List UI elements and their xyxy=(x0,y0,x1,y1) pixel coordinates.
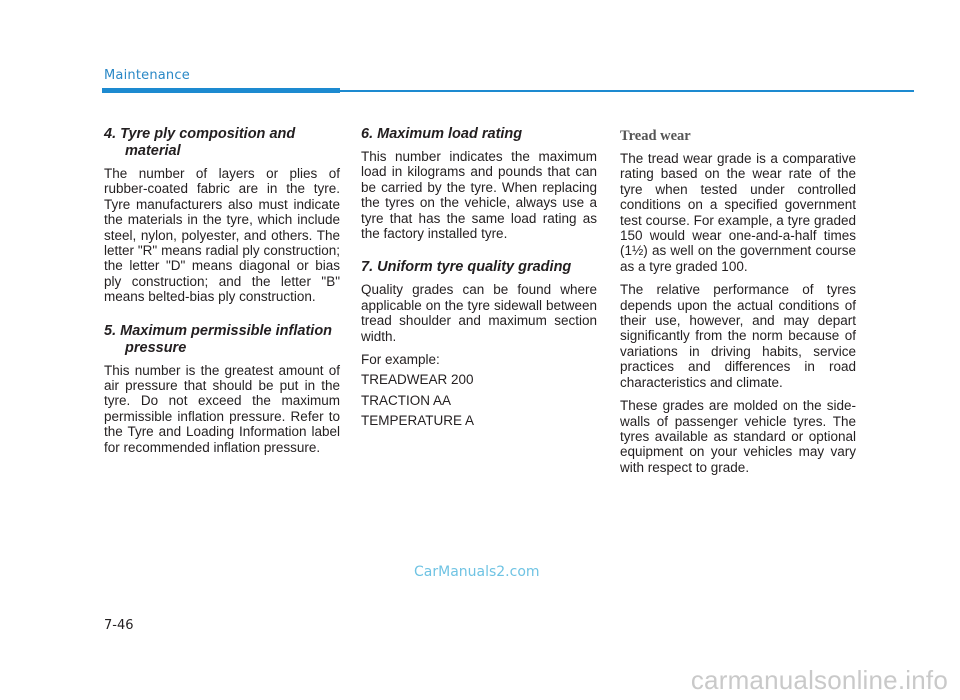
paragraph-load-rating: This number indicates the maximum load in kilograms and pounds that can be carried by the tyre. When replacing the tyres on the vehicle, always use a tyre that has the same load rating as the factory installed tyre. xyxy=(361,149,597,242)
paragraph-grades-molded: These grades are molded on the side-walls of passenger vehicle tyres. The tyres available as standard or optional equipment on your vehicles may vary with respect to grade. xyxy=(620,398,856,475)
column-right xyxy=(620,126,856,483)
header-rule-thin xyxy=(340,90,914,92)
example-traction: TRACTION AA xyxy=(361,392,452,408)
site-watermark: carmanualsonline.info xyxy=(690,665,948,695)
paragraph-ply-composition: The number of layers or plies of rubber-coated fabric are in the tyre. Tyre manufacturers also must indicate the materials in the tyre, which include steel, nylon, polyester, and others. The letter "R" means radial ply construction; the letter "D" means diagonal or bias ply construction; and the letter "B" means belted-bias ply construction. xyxy=(104,166,340,305)
paragraph-inflation-pressure: This number is the greatest amount of air pressure that should be put in the tyre. Do not exceed the maximum permissible inflation pressure. Refer to the Tyre and Loading Information label for recommended inflation pressure. xyxy=(104,362,340,455)
heading-tread-wear: Tread wear xyxy=(620,128,691,144)
paragraph-relative-performance: The relative performance of tyres depends upon the actual conditions of their use, however, and may depart significantly from the norm because of variations in driving habits, service practices and differences in road characteristics and climate. xyxy=(620,282,856,390)
heading-quality-grading: 7. Uniform tyre quality grading xyxy=(361,259,572,276)
page-number: 7-46 xyxy=(104,618,134,633)
example-label: For example: xyxy=(361,352,440,368)
heading-load-rating: 6. Maximum load rating xyxy=(361,126,523,142)
watermark-link[interactable]: CarManuals2.com xyxy=(414,564,540,580)
heading-inflation-pressure: 5. Maximum permissible inflation pressure xyxy=(104,322,333,356)
example-treadwear: TREADWEAR 200 xyxy=(361,372,474,388)
column-left xyxy=(104,126,340,463)
column-middle xyxy=(361,126,597,434)
section-title: Maintenance xyxy=(104,68,190,83)
heading-ply-composition: 4. Tyre ply composition and material xyxy=(104,126,296,159)
example-temperature: TEMPERATURE A xyxy=(361,413,475,429)
paragraph-quality-grading: Quality grades can be found where applicable on the tyre sidewall between tread shoulder and maximum section width. xyxy=(361,282,597,344)
paragraph-tread-wear-rating: The tread wear grade is a comparative rating based on the wear rate of the tyre when tested under controlled conditions on a specified government test course. For example, a tyre graded 150 would wear one-and-a-half times (1½) as well on the government course as a tyre graded 100. xyxy=(620,151,856,274)
header-rule-thick xyxy=(102,88,340,93)
